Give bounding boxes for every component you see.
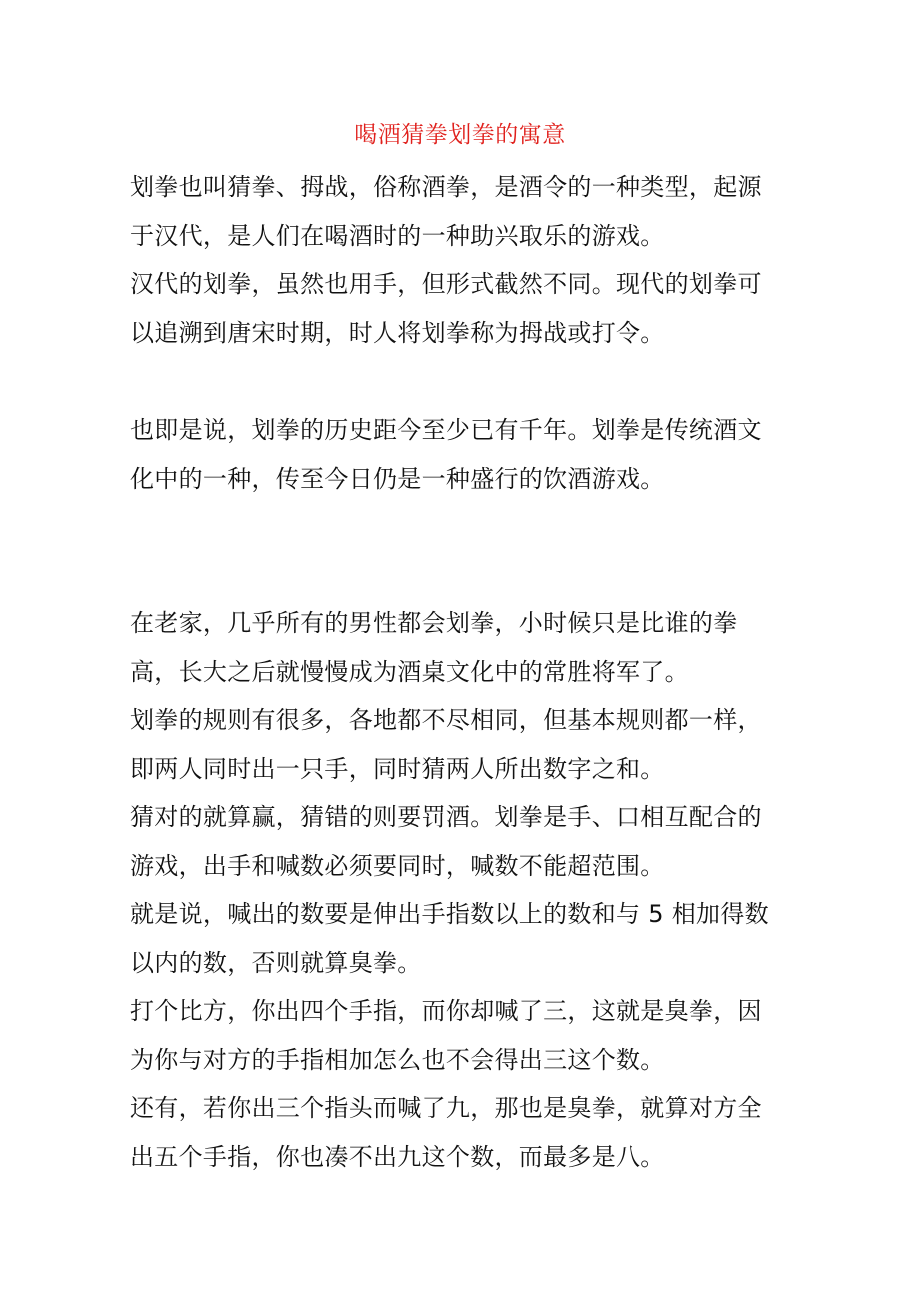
text-line: 出五个手指，你也凑不出九这个数，而最多是八。 — [130, 1142, 665, 1171]
text-line: 为你与对方的手指相加怎么也不会得出三这个数。 — [130, 1045, 665, 1074]
paragraph-gap — [130, 357, 790, 406]
text-line: 以追溯到唐宋时期，时人将划拳称为拇战或打令。 — [130, 318, 665, 347]
text-line: 游戏，出手和喊数必须要同时，喊数不能超范围。 — [130, 851, 665, 880]
text-line: 即两人同时出一只手，同时猜两人所出数字之和。 — [130, 754, 665, 783]
text-line: 划拳的规则有很多，各地都不尽相同，但基本规则都一样， — [130, 706, 762, 734]
text-line: 高，长大之后就慢慢成为酒桌文化中的常胜将军了。 — [130, 657, 689, 686]
text-line: 汉代的划拳，虽然也用手，但形式截然不同。现代的划拳可 — [130, 270, 762, 298]
text-line: 以内的数，否则就算臭拳。 — [130, 948, 422, 977]
text-line: 在老家，几乎所有的男性都会划拳，小时候只是比谁的拳 — [130, 609, 738, 637]
text-line: 猜对的就算赢，猜错的则要罚酒。划拳是手、口相互配合的 — [130, 803, 762, 831]
text-line: 还有，若你出三个指头而喊了九，那也是臭拳，就算对方全 — [130, 1094, 762, 1122]
text-line: 打个比方，你出四个手指，而你却喊了三，这就是臭拳，因 — [130, 997, 762, 1025]
text-line: 化中的一种，传至今日仍是一种盛行的饮酒游戏。 — [130, 464, 665, 493]
text-line: 也即是说，划拳的历史距今至少已有千年。划拳是传统酒文 — [130, 416, 762, 444]
document-body — [130, 163, 790, 1181]
text-line: 于汉代，是人们在喝酒时的一种助兴取乐的游戏。 — [130, 221, 665, 250]
text-line: 划拳也叫猜拳、拇战，俗称酒拳，是酒令的一种类型，起源 — [130, 173, 762, 201]
paragraph-gap — [130, 503, 790, 599]
text-line: 就是说，喊出的数要是伸出手指数以上的数和与 5 相加得数 — [130, 900, 769, 928]
document-title: 喝酒猜拳划拳的寓意 — [354, 122, 566, 148]
